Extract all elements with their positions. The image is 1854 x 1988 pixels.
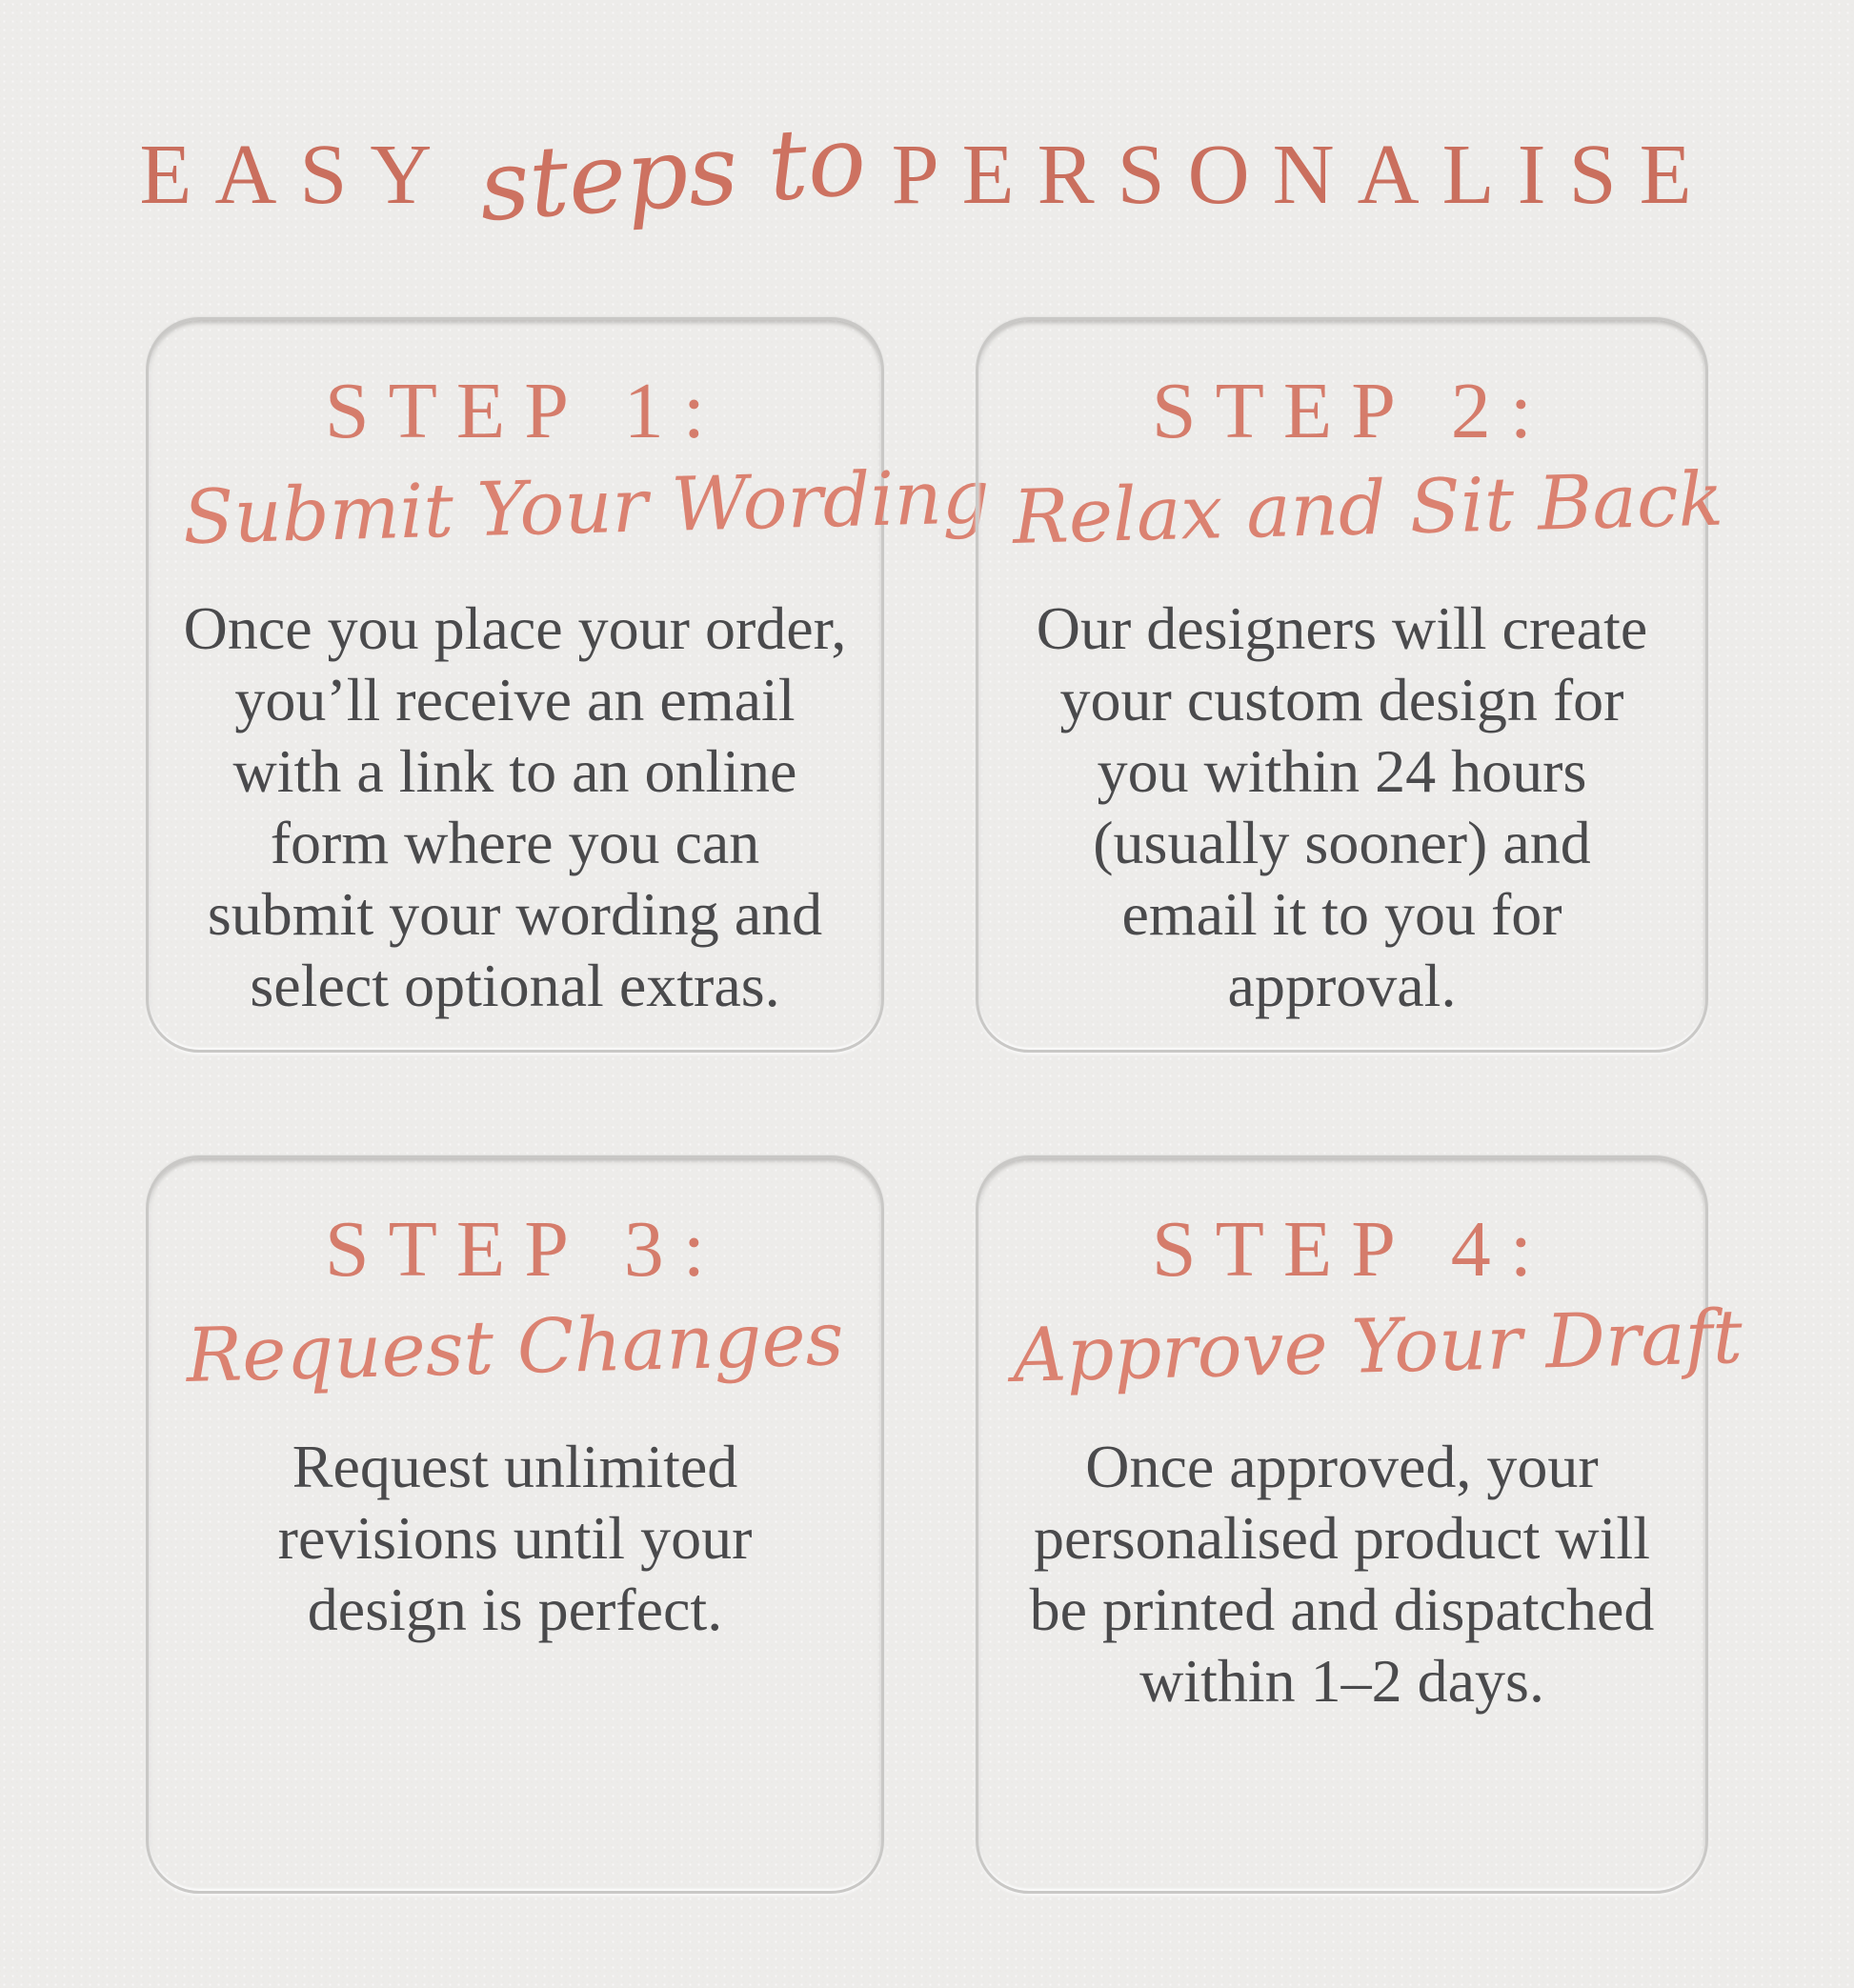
title-word-personalise: PERSONALISE (891, 128, 1715, 222)
step-3-subtitle: Request Changes (185, 1295, 845, 1399)
step-2-description: Our designers will create your custom design for you within 24 hours (usually sooner) and email it to you for approval. (1036, 594, 1648, 1020)
step-3-description: Request unlimited revisions until your design is perfect. (277, 1433, 753, 1644)
title-script-steps-to: steps to (475, 103, 871, 245)
step-1-description: Once you place your order, you’ll receive an email with a link to an online form where you can submit your wording and select optional extras. (183, 594, 847, 1020)
step-1-subtitle: Submit Your Wording (181, 453, 991, 561)
step-1-card (146, 317, 991, 1053)
step-1-heading: STEP 1: (324, 367, 725, 455)
title-word-easy: EASY (139, 128, 455, 222)
step-4-description: Once approved, your personalised product will be printed and dispatched within 1–2 days. (1029, 1433, 1655, 1716)
step-4-subtitle: Approve Your Draft (1011, 1294, 1743, 1399)
step-4-heading: STEP 4: (1151, 1205, 1552, 1294)
step-3-card (146, 1155, 884, 1894)
step-2-subtitle: Relax and Sit Back (1011, 456, 1724, 561)
step-2-heading: STEP 2: (1151, 367, 1552, 455)
step-2-card (976, 317, 1724, 1053)
step-4-card (976, 1155, 1743, 1894)
step-3-heading: STEP 3: (324, 1205, 725, 1294)
page-title (0, 103, 1854, 245)
